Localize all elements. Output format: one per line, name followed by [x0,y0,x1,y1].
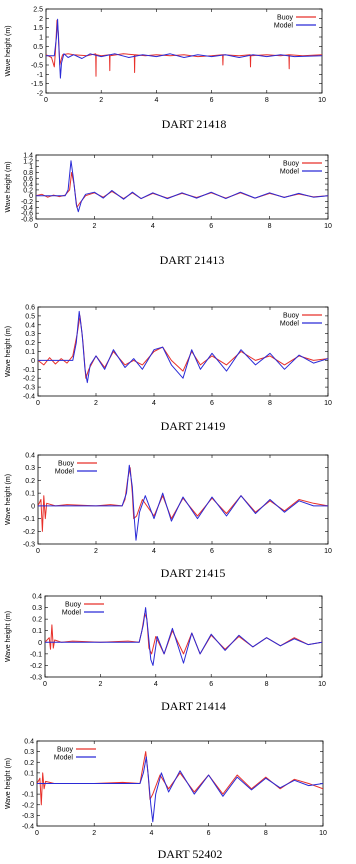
y-tick-label: -0.2 [29,662,42,670]
legend-label-buoy: Buoy [65,601,81,609]
y-tick-label: 0 [31,503,35,511]
y-tick-label: 0.3 [25,465,35,473]
x-tick-label: 2 [94,548,98,555]
x-tick-label: 10 [324,400,332,407]
x-tick-label: 8 [264,97,269,104]
chart-caption: DART 21414 [161,699,226,713]
x-tick-label: 8 [267,223,272,230]
y-tick-label: 0.1 [32,628,42,636]
y-tick-label: 2 [39,15,43,23]
legend-label-model: Model [54,468,74,476]
legend-label-model: Model [53,754,73,762]
y-tick-label: 0.3 [32,605,42,613]
chart-panel [5,305,332,434]
x-tick-label: 0 [34,223,38,230]
y-tick-label: -0.1 [21,791,34,799]
chart-panel [5,453,332,581]
legend-label-buoy: Buoy [57,746,73,754]
y-tick-label: -0.6 [20,210,33,218]
series-line-buoy [37,752,323,805]
series-line-model [45,608,322,666]
y-tick-label: 0 [30,781,34,788]
x-tick-label: 6 [206,830,211,837]
y-tick-label: 0.5 [33,43,43,51]
y-tick-label: 0.1 [24,770,34,778]
chart-panel [5,7,326,132]
series-line-buoy [38,468,328,532]
legend-label-buoy: Buoy [277,14,293,22]
y-axis-label: Wave height (m) [5,610,12,663]
series-line-buoy [45,613,322,654]
y-tick-label: -0.1 [22,516,35,524]
y-tick-label: 0.2 [25,477,35,485]
y-tick-label: 1.2 [23,158,33,166]
y-tick-label: -0.2 [21,802,34,810]
x-tick-label: 8 [268,400,272,407]
plot-frame [38,455,328,544]
y-tick-label: 0.8 [23,169,33,177]
legend-label-model: Model [273,22,293,30]
y-tick-label: 0 [31,357,35,365]
y-tick-label: 0.3 [24,749,34,757]
y-axis-label: Wave height (m) [5,757,12,810]
x-tick-label: 2 [94,400,98,407]
y-tick-label: -0.4 [22,393,35,401]
y-tick-label: 1 [29,164,33,172]
y-tick-label: 0.1 [25,490,35,498]
x-tick-label: 10 [319,830,327,837]
y-tick-label: 1.5 [33,25,43,33]
y-tick-label: 0.4 [32,593,42,601]
y-axis-label: Wave height (m) [5,25,12,77]
x-tick-label: 8 [263,830,268,837]
chart-caption: DART 21419 [160,419,226,433]
x-tick-label: 0 [36,400,40,407]
y-tick-label: 0.6 [23,175,33,183]
y-tick-label: 0 [38,639,42,647]
x-tick-label: 2 [98,681,103,688]
y-tick-label: 2.5 [33,6,43,14]
y-axis-label: Wave height (m) [5,325,12,378]
chart-caption: DART 21418 [161,117,227,131]
y-tick-label: 0.4 [25,452,35,460]
y-tick-label: -0.2 [20,199,33,207]
y-tick-label: -0.3 [29,674,42,682]
y-tick-label: 0 [29,193,33,201]
series-line-model [38,465,328,540]
y-tick-label: 0.4 [25,322,35,330]
series-line-model [37,754,323,822]
x-tick-label: 2 [92,223,97,230]
x-tick-label: 4 [152,400,156,407]
plot-frame [45,596,322,677]
y-tick-label: 1 [39,34,43,42]
x-tick-label: 0 [43,681,47,688]
y-tick-label: -0.2 [22,528,35,536]
y-tick-label: -0.3 [22,541,35,549]
y-tick-label: 0.3 [25,331,35,339]
x-tick-label: 4 [153,681,158,688]
x-tick-label: 6 [209,223,214,230]
x-tick-label: 0 [35,830,39,837]
y-tick-label: -0.3 [21,812,34,820]
y-tick-label: -0.4 [21,823,34,831]
y-tick-label: 0 [39,53,43,61]
x-tick-label: 4 [152,548,156,555]
y-tick-label: 0.1 [25,349,35,356]
x-tick-label: 8 [268,548,272,555]
y-tick-label: -0.2 [22,375,35,383]
y-tick-label: -1 [36,71,43,79]
y-tick-label: -0.8 [20,216,33,224]
x-tick-label: 6 [210,548,214,555]
y-tick-label: 0.4 [23,181,33,189]
y-tick-label: -1.5 [30,81,43,89]
series-line-buoy [36,173,328,208]
y-axis-label: Wave height (m) [5,161,12,213]
y-tick-label: 0.2 [25,340,35,348]
x-tick-label: 0 [36,548,40,555]
legend-label-model: Model [61,609,81,617]
x-tick-label: 4 [150,223,155,230]
x-tick-label: 8 [264,681,269,688]
x-tick-label: 2 [92,830,97,837]
x-tick-label: 0 [44,97,48,104]
chart-caption: DART 21415 [160,566,226,580]
chart-panel [5,739,327,862]
x-tick-label: 6 [209,681,214,688]
x-tick-label: 2 [99,97,104,104]
y-tick-label: 0.2 [23,187,33,195]
x-tick-label: 6 [209,97,214,104]
y-tick-label: 0.5 [25,313,35,321]
y-tick-label: -2 [36,90,43,98]
legend-label-buoy: Buoy [58,460,74,468]
y-tick-label: -0.1 [22,366,35,374]
legend-label-buoy: Buoy [283,312,299,320]
y-tick-label: 0.2 [24,759,34,767]
legend-label-buoy: Buoy [283,160,299,168]
legend-label-model: Model [279,168,299,176]
chart-caption: DART 52402 [157,847,223,861]
x-tick-label: 4 [149,830,154,837]
x-tick-label: 6 [210,400,214,407]
chart-panel [5,153,332,268]
y-tick-label: -0.3 [22,384,35,392]
y-tick-label: 0.2 [32,616,42,624]
legend-label-model: Model [279,320,299,328]
x-tick-label: 10 [318,681,326,688]
y-tick-label: -0.1 [29,651,42,659]
y-tick-label: 0.6 [25,304,35,312]
y-tick-label: -0.5 [30,62,43,70]
chart-panel [5,594,326,714]
x-tick-label: 4 [154,97,159,104]
x-tick-label: 10 [324,548,332,555]
chart-caption: DART 21413 [159,253,225,267]
y-tick-label: 0.4 [24,738,34,746]
x-tick-label: 10 [318,97,326,104]
y-tick-label: -0.4 [20,204,33,212]
x-tick-label: 10 [324,223,332,230]
y-axis-label: Wave height (m) [5,473,12,526]
y-tick-label: 1.4 [23,152,33,160]
